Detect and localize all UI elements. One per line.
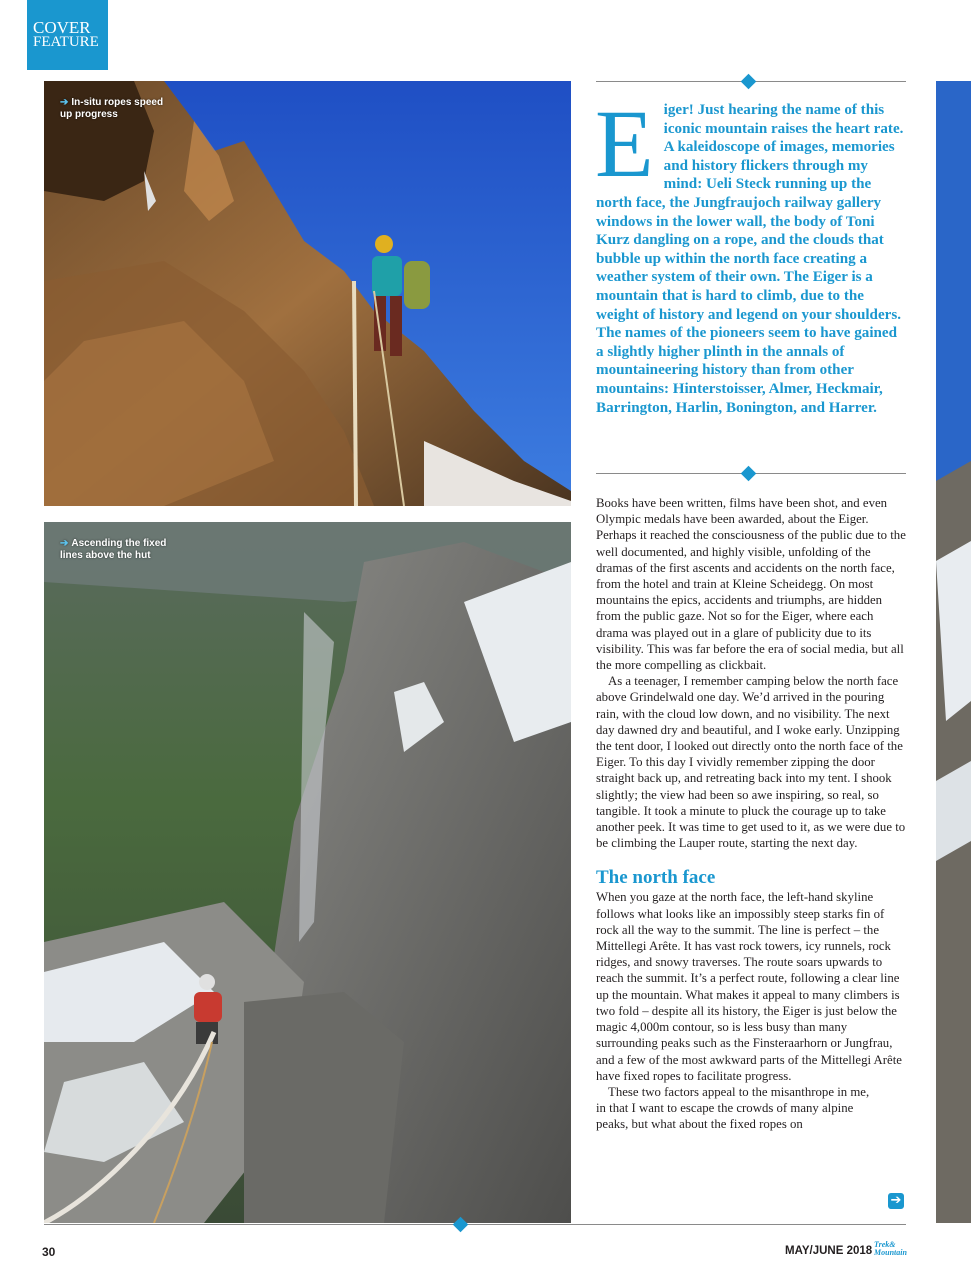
paragraph: As a teenager, I remember camping below the north face above Grindelwald one day. We’d arrived in the pouring rain, with the cloud low down, and no visibility. The next day dawned dry and beautiful, and I woke early. Unzipping the tent door, I looked out directly onto the north face of the Eiger. To this day I vividly remember zipping the door straight back up, and retreating back into my tent. I shook slightly; the view had been so awe inspiring, so real, so tangible. It took a minute to pluck the courage up to take another peek. It was time to get used to it, as we were due to be climbing the Lauper route, starting the next day. [596, 674, 906, 851]
page-number: 30 [42, 1245, 56, 1259]
photo-fixed-lines [44, 522, 571, 1223]
dropcap: E [595, 90, 654, 197]
magazine-logo [874, 1241, 908, 1257]
caption-bottom-text: Ascending the fixed lines above the hut [60, 538, 167, 561]
paragraph: Books have been written, films have been shot, and even Olympic medals have been awarded, about the Eiger. Perhaps it reached the consciousness of the public due to the well documented, and highly visible, unfolding of the dramas of the first ascents and accidents on the north face, from the hotel and train at Kleine Scheidegg. On most mountains the epics, accidents and triumphs, are hidden from the public gaze. Not so for the Eiger, where each drama was played out in a glare of publicity due to its visibility. This was far before the era of social media, but all the more compelling as clickbait. [596, 496, 906, 673]
section-tab-line2: FEATURE [33, 34, 99, 50]
logo-line1: Trek& [874, 1240, 896, 1249]
photo-climber-arete [44, 81, 571, 506]
logo-line2: Mountain [874, 1248, 907, 1257]
caption-arrow-icon: ➔ [60, 97, 69, 108]
caption-top [60, 97, 170, 121]
footer-rule [44, 1224, 906, 1225]
caption-bottom [60, 538, 170, 562]
diamond-ornament-icon [741, 466, 757, 482]
subheading: The north face [596, 867, 716, 889]
intro-standfirst [595, 90, 908, 417]
paragraph: These two factors appeal to the misanthrope in me, in that I want to escape the crowds of many alpine peaks, but what about the fixed ropes on [596, 1084, 870, 1132]
section-tab [27, 0, 108, 70]
intro-text: iger! Just hearing the name of this iconic mountain raises the heart rate. A kaleidoscope of images, memories and history flickers through my mind: Ueli Steck running up the north face, the Jungfraujoch railway gallery windows in the lower wall, the body of Toni Kurz dangling on a rope, and the clouds that bubble up within the north face creating a weather system of their own. The Eiger is a mountain that is hard to climb, due to the weight of history and legend on your shoulders. The names of the pioneers seem to have gained a slightly higher plinth in the annals of mountaineering history than from other mountains: Hinterstoisser, Almer, Heckmair, Barrington, Harlin, Bonington, and Harrer. [596, 102, 904, 416]
edge-photo-next-page [936, 81, 971, 1223]
continue-arrow-icon: ➔ [888, 1193, 904, 1209]
section-tab-line1: COVER [33, 18, 91, 37]
diamond-ornament-icon [741, 74, 757, 90]
caption-top-text: In-situ ropes speed up progress [60, 97, 164, 120]
caption-arrow-icon: ➔ [60, 538, 69, 549]
issue-date: MAY/JUNE 2018 [785, 1245, 873, 1257]
article-body [596, 495, 908, 1133]
paragraph: When you gaze at the north face, the left-hand skyline follows what looks like an impossibly steep starks fin of rock all the way to the summit. The line is perfect – the Mittellegi Arête. It has vast rock towers, icy runnels, rock ridges, and snowy traverses. The route soars upwards to reach the summit. It’s a perfect route, following a clear line up the mountain. What makes it appeal to many climbers is two fold – despite all its history, the Eiger is just below the magic 4,000m contour, so is less busy than many surrounding peaks such as the Finsteraarhorn or Jungfrau, and a few of the most awkward parts of the Mittellegi Arête have fixed ropes to facilitate progress. [596, 890, 902, 1083]
